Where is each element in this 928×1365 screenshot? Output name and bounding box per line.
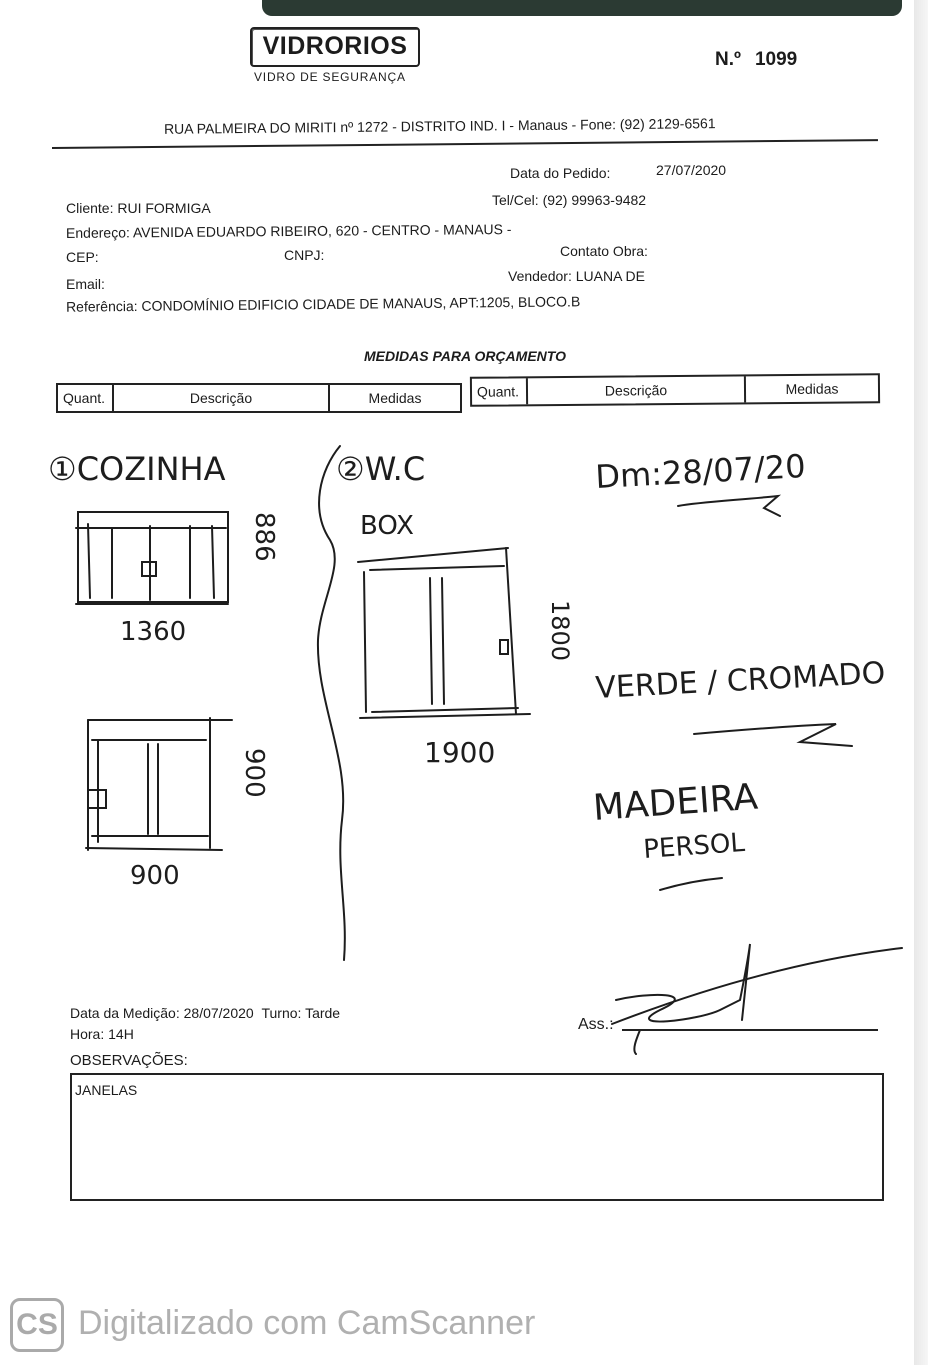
order-number-value: 1099 <box>754 49 798 70</box>
client-name: Cliente: RUI FORMIGA <box>66 200 211 216</box>
reference-field: Referência: CONDOMÍNIO EDIFICIO CIDADE DE MANAUS, APT:1205, BLOCO.B <box>65 293 581 315</box>
kitchen-window-1-frame <box>78 512 228 602</box>
cnpj-field: CNPJ: <box>284 247 325 263</box>
measure-date-value: Data da Medição: 28/07/2020 <box>70 1005 254 1021</box>
item1-label: ①COZINHA <box>48 450 226 488</box>
measure-date <box>70 1005 340 1021</box>
camscanner-icon: CS <box>10 1298 64 1352</box>
item2-label: ②W.C <box>336 450 426 488</box>
client-address: Endereço: AVENIDA EDUARDO RIBEIRO, 620 - CENTRO - MANAUS - <box>65 221 512 241</box>
order-date-value: 27/07/2020 <box>656 162 727 178</box>
observations-label: OBSERVAÇÕES: <box>70 1052 188 1069</box>
observations-box <box>70 1073 884 1201</box>
signature-label: Ass.: <box>578 1016 614 1033</box>
signature-stroke <box>616 944 750 1022</box>
signature-line <box>622 1029 878 1031</box>
measure-shift: Turno: Tarde <box>261 1005 341 1021</box>
camscanner-watermark: Digitalizado com CamScanner <box>78 1304 536 1342</box>
height-1: 886 <box>249 512 279 562</box>
col-measures-2: Medidas <box>785 380 839 398</box>
col-quant-2: Quant. <box>472 378 528 404</box>
seller-field: Vendedor: LUANA DE <box>508 268 645 284</box>
cep-field: CEP: <box>66 249 99 265</box>
email-field: Email: <box>66 276 105 292</box>
contact-field: Contato Obra: <box>560 243 648 259</box>
width-2: 900 <box>130 861 180 891</box>
note-material: MADEIRA <box>591 776 760 829</box>
brand-name: VIDRORIOS <box>262 32 408 60</box>
sketch-divider <box>318 446 345 960</box>
note-secondary: PERSOL <box>642 827 746 865</box>
height-2: 900 <box>239 748 269 798</box>
box-label: BOX <box>360 511 414 541</box>
col-description-2: Descrição <box>528 376 746 404</box>
measures-title: MEDIDAS PARA ORÇAMENTO <box>364 348 566 364</box>
company-address: RUA PALMEIRA DO MIRITI nº 1272 - DISTRITO IND. I - Manaus - Fone: (92) 2129-6561 <box>163 115 716 137</box>
dm-date: Dm:28/07/20 <box>594 447 807 496</box>
measure-hour: Hora: 14H <box>70 1026 134 1042</box>
width-1: 1360 <box>120 617 187 647</box>
width-3: 1900 <box>424 736 496 769</box>
order-date-label: Data do Pedido: <box>510 165 611 181</box>
client-phone: Tel/Cel: (92) 99963-9482 <box>492 192 647 208</box>
brand-tagline: VIDRO DE SEGURANÇA <box>254 70 406 84</box>
col-quant: Quant. <box>58 385 114 411</box>
col-description: Descrição <box>114 385 330 411</box>
col-measures: Medidas <box>368 390 422 406</box>
observations-text: JANELAS <box>75 1082 138 1098</box>
height-3: 1800 <box>546 600 574 662</box>
order-number-label: N.º <box>715 49 741 70</box>
glass-color: VERDE / CROMADO <box>594 655 887 706</box>
